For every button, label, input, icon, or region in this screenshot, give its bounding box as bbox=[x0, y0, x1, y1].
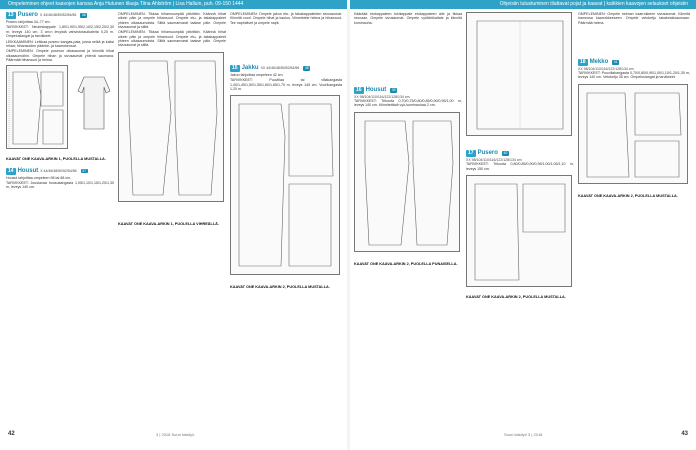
dress-pattern-icon bbox=[579, 85, 689, 185]
pattern-layout-diagram bbox=[118, 52, 224, 202]
section-18-diagram bbox=[578, 84, 690, 194]
section-13-diagram bbox=[6, 65, 114, 157]
section-intro: Jakun lahjoittaa ompeleen 42 cm. bbox=[230, 72, 284, 77]
sewing-instructions: OMPELEMINEN: Ompele jakun etu- ja takakappaleiden sivusaumat. Kiinnitä vuori. Ompele hihat ja kaulus. Viimeistele helma ja hihansuut. Tee napinlävet ja ompele napit. bbox=[230, 12, 342, 25]
section-caption: KAAVAT ONE KAAVA-ARKIN 2, PUOLELLA PUNAISELLA. bbox=[354, 261, 458, 266]
section-code: X 44/46/48/50/52/54/56 bbox=[40, 168, 77, 173]
section-title: Pusero bbox=[17, 12, 38, 18]
section-materials: TARVIKKEET: Puuvillaa tai villakangasta 1,40/1,45/1,50/1,55/1,60/1,65/1,70 m, leveys 145 cm. Vuorikangasta 1,20 m. bbox=[230, 78, 342, 91]
right-column-2 bbox=[466, 12, 574, 299]
section-number: 17 bbox=[468, 150, 474, 156]
section-intro: Pusero lahjoittaa 34–77 cm. bbox=[6, 20, 51, 24]
section-materials: TARVIKKEET: Puuvillakangasta 0,70/0,80/0,90/1,00/1,10/1,20/1,30 m, leveys 140 cm. Vetoketju 35 cm. Ompeluslangat ja tarvikkeet. bbox=[578, 71, 690, 80]
section-code: X 44/46/48/50/52/54/56 bbox=[39, 13, 77, 18]
kids-blouse-pattern-icon bbox=[467, 176, 573, 288]
pattern-layout-diagram bbox=[466, 12, 572, 136]
section-intro: Housut lahjoittaa ompeleen 98 tai 88 cm. bbox=[6, 175, 72, 180]
header-left: Ompeleminen ohjeet kaavojen kanssa Anja Hutunen tilaaja Tiina Ahlström | Lisa Halluin, puh. 09-150 1444 bbox=[0, 0, 348, 9]
pattern-layout-diagram bbox=[466, 175, 572, 287]
garment-sketch bbox=[76, 73, 112, 133]
sewing-instructions: Kääntää etukappaleen tukikappale etukappaleen alle ja tikkaa reunaan. Ompele sivusaumat. Ompele vyötärökaitale ja kiinnitä kuminauha. bbox=[354, 12, 462, 25]
left-page bbox=[6, 12, 342, 440]
section-13-header bbox=[6, 12, 114, 19]
section-17-diagram bbox=[466, 175, 574, 295]
pattern-layout-diagram bbox=[578, 84, 688, 184]
pattern-layout-diagram bbox=[354, 112, 460, 252]
size-chip: 39 bbox=[391, 88, 396, 93]
footer-text: 3 | 2018 Suuri käsityö bbox=[156, 432, 195, 437]
section-16b-diagram bbox=[466, 12, 574, 142]
right-page bbox=[354, 12, 690, 440]
section-number: 15 bbox=[232, 64, 238, 71]
section-14-header bbox=[6, 168, 114, 175]
waistband-pattern-icon bbox=[467, 13, 573, 137]
page-number: 43 bbox=[681, 431, 688, 437]
sewing-instructions: OMPELEMINEN: Tikkaa hihansuunpää pitkittäin. Käännä hihat oikein päin ja ompele hihansuut. Ompele etu- ja takakappaleet yhteen olkasaumoista. Silitä saumanvarat taakse päin. Ompele sivusaumat ja silitä. bbox=[118, 12, 226, 29]
section-caption: KAAVAT ONE KAAVA-ARKIN 2, PUOLELLA MUSTALLA. bbox=[578, 193, 678, 198]
pattern-layout-diagram bbox=[6, 65, 68, 149]
pattern-pieces-icon bbox=[7, 66, 69, 150]
right-column-1 bbox=[354, 12, 462, 266]
section-17-header bbox=[466, 150, 574, 157]
right-column-3 bbox=[578, 12, 690, 198]
section-title: Housut bbox=[17, 167, 39, 174]
kids-trouser-pattern-icon bbox=[355, 113, 461, 253]
section-caption: KAAVAT ONE KAAVA-ARKIN 2, PUOLELLA MUSTALLA. bbox=[466, 294, 566, 299]
section-16-header bbox=[354, 87, 462, 94]
left-column-3 bbox=[230, 12, 342, 290]
section-materials: TARVIKKEET: Neuleskappale 1,80/1,90/1,95/2,10/2,15/2,20/2,30 m, leveys 140 cm. 3 cm:n levyistä vahvistussuikaleita 0,25 m. Ompeluslangat ja tarvikkeet. bbox=[6, 25, 114, 39]
section-number: 16 bbox=[356, 86, 362, 93]
sewing-instructions-extra: OMPELEMINEN: Tikkaa hihansuunpää pitkittäin. Käännä hihat oikein päin ja ompele hihansuut. Ompele etu- ja takakappaleet yhteen olkasaumoista. Silitä saumanvarat taakse päin. Ompele sivusaumat ja silitä. bbox=[118, 30, 226, 48]
section-materials: TARVIKKEET: Trikoota 0,70/0,75/0,80/0,85/0,90/0,95/1,00 m, leveys 140 cm. Kiinnitettävä vyö-kuminauhaa 2 cm. bbox=[354, 99, 462, 108]
section-caption: KAAVAT ONE KAAVA-ARKIN 1, PUOLELLA VIHREÄLLÄ. bbox=[118, 221, 219, 226]
section-16-diagram bbox=[354, 112, 462, 262]
section-caption: KAAVAT ONE KAAVA-ARKIN 2, PUOLELLA MUSTALLA. bbox=[230, 285, 330, 290]
sewing-instructions: OMPELEMINEN: Ompele helman kaarrokkeen sivusaumat. Kiinnitä hameosa kaarrokkeeseen. Ompele vetoketju takakeskisaumaan. Päärmää helma. bbox=[578, 12, 690, 25]
section-code: XX 98/104/110/116/122/128/134 cm bbox=[466, 158, 522, 162]
jacket-pattern-icon bbox=[231, 96, 341, 276]
size-chip: 41 bbox=[613, 60, 618, 65]
section-title: Pusero bbox=[477, 150, 498, 156]
section-14-diagram bbox=[118, 52, 226, 222]
trouser-pattern-icon bbox=[119, 53, 225, 203]
section-materials: TARVIKKEET: Joustavaa housukangasta 1,05/1,10/1,15/1,20/1,30 m, leveys 140 cm. bbox=[6, 181, 114, 190]
section-number: 18 bbox=[580, 58, 586, 65]
section-number: 13 bbox=[8, 12, 14, 18]
page-number: 42 bbox=[8, 431, 15, 437]
page-gutter bbox=[347, 0, 350, 450]
section-15-diagram bbox=[230, 95, 342, 285]
section-18-header bbox=[578, 59, 690, 66]
section-title: Mekko bbox=[589, 58, 609, 65]
size-chip: 36 bbox=[81, 13, 86, 18]
size-chip: 38 bbox=[304, 66, 309, 71]
section-materials: TARVIKKEET: Trikoota 0,80/0,85/0,90/0,95/1,00/1,05/1,10 m, leveys 150 cm. bbox=[466, 162, 574, 171]
section-code: XX 44/46/48/50/52/54/56 bbox=[260, 66, 300, 71]
section-title: Jakku bbox=[241, 64, 259, 71]
header-right: Ohjeisiin tutustuminen tilattavat pojat ja kaavat | kaikkien kaavojen selaukset ohjeisiin bbox=[348, 0, 696, 9]
section-caption: KAAVAT ONE KAAVA-ARKIN 1, PUOLELLA MUSTALLA. bbox=[6, 157, 106, 162]
section-15-header bbox=[230, 65, 342, 72]
left-column-2 bbox=[118, 12, 226, 226]
section-code: XX 98/104/110/116/122/128/134 cm bbox=[578, 66, 634, 71]
section-code: XX 98/104/110/116/122/128/134 cm bbox=[354, 94, 410, 99]
pattern-layout-diagram bbox=[230, 95, 340, 275]
size-chip: 37 bbox=[82, 168, 87, 173]
footer-text: Suuri käsityö 3 | 2018 bbox=[504, 432, 543, 437]
section-title: Housut bbox=[365, 86, 387, 93]
section-cutting: LEIKKAAMINEN: Leikkaa pusero kangas-pala, jossa selkä ja kaksi hihaa; hihansuiden pääntie- ja kaarrokeosat. bbox=[6, 39, 114, 48]
blouse-sketch-icon bbox=[76, 73, 112, 133]
size-chip: 40 bbox=[503, 151, 508, 156]
section-sewing: OMPELEMINEN: Ompele puseron olkasaumat ja kiinnitä hihat olkasaumoihin. Ompele hihan ja sivusaumat yhtenä saumana. Päärmää hihansuut ja helma. bbox=[6, 49, 114, 62]
left-column-1 bbox=[6, 12, 114, 191]
section-number: 14 bbox=[8, 167, 14, 174]
